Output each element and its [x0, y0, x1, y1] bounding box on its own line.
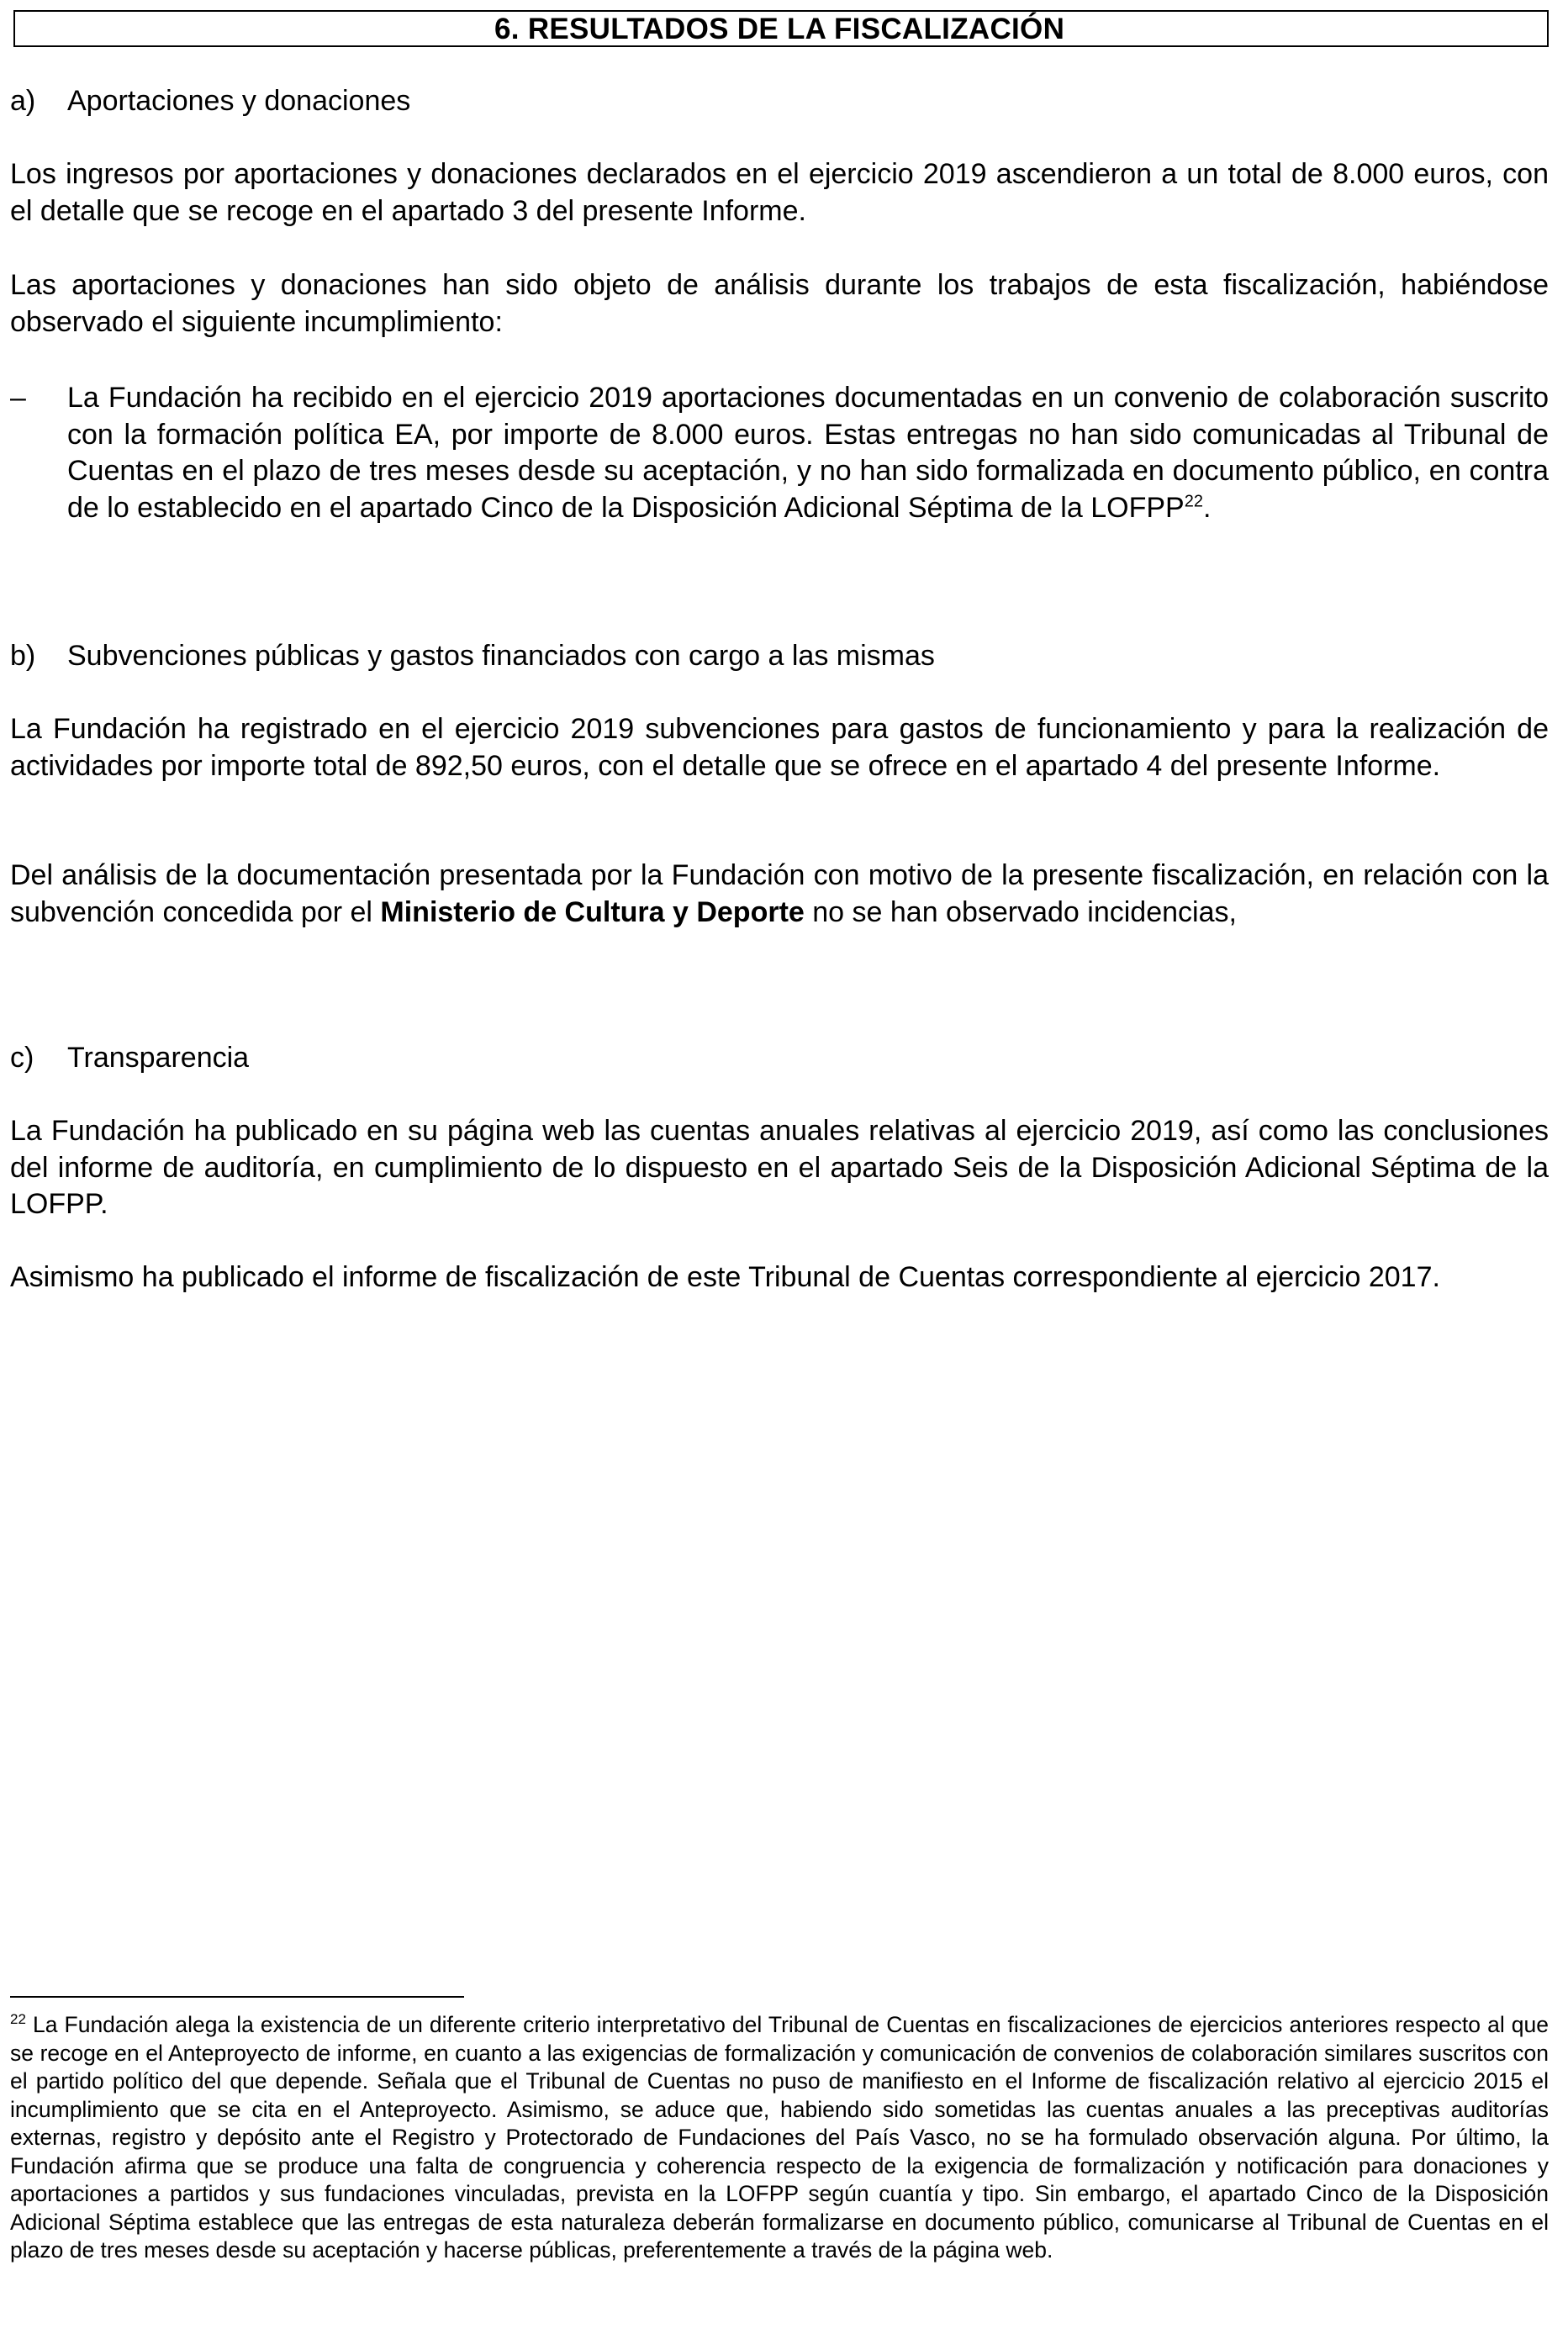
footnote-22 — [10, 2011, 1549, 2265]
section-a-paragraph-1: Los ingresos por aportaciones y donaciones declarados en el ejercicio 2019 ascendieron a un total de 8.000 euros, con el detalle que se recoge en el apartado 3 del presente Informe. — [10, 158, 1549, 227]
section-b-paragraph-2-end: no se han observado incidencias, — [804, 895, 1237, 928]
footnote-text: La Fundación alega la existencia de un diferente criterio interpretativo del Tribunal de Cuentas en fiscalizaciones de ejercicios anteriores respecto al que se recoge en el Anteproyecto de informe, en cuanto a las exigencias de formalización y comunicación de convenios de colaboración similares suscritos con el partido político del que depende. Señala que el Tribunal de Cuentas no puso de manifiesto en el Informe de fiscalización relativo al ejercicio 2015 el incumplimiento que se cita en el Anteproyecto. Asimismo, se aduce que, habiendo sido sometidas las cuentas anuales a las preceptivas auditorías externas, registro y depósito ante el Registro y Protectorado de Fundaciones del País Vasco, no se ha formulado observación alguna. Por último, la Fundación afirma que se produce una falta de congruencia y coherencia respecto de la exigencia de formalización y notificación para donaciones y aportaciones a partidos y sus fundaciones vinculadas, prevista en la LOFPP según cuantía y tipo. Sin embargo, el apartado Cinco de la Disposición Adicional Séptima establece que las entregas de esta naturaleza deberán formalizarse en documento público, comunicarse al Tribunal de Cuentas en el plazo de tres meses desde su aceptación y hacerse públicas, preferentemente a través de la página web. — [10, 2012, 1549, 2263]
section-c-heading — [10, 1039, 249, 1076]
bullet-end: . — [1202, 491, 1212, 524]
footnote-number: 22 — [10, 2011, 26, 2028]
bullet-text — [67, 380, 1549, 526]
section-b-title: Subvenciones públicas y gastos financiados con cargo a las mismas — [67, 640, 935, 672]
footnote-separator — [10, 1996, 464, 1998]
ministry-name: Ministerio de Cultura y Deporte — [380, 895, 805, 928]
section-b-paragraph-2 — [10, 858, 1549, 931]
section-b-heading — [10, 637, 935, 674]
footnote-reference-22[interactable]: 22 — [1184, 492, 1203, 511]
section-a-bullet-item — [10, 380, 1549, 526]
section-c-paragraph-2: Asimismo ha publicado el informe de fiscalización de este Tribunal de Cuentas correspondiente al ejercicio 2017. — [10, 1261, 1440, 1293]
section-a-letter: a) — [10, 85, 36, 117]
section-b-letter: b) — [10, 640, 36, 672]
section-header-box — [13, 10, 1549, 47]
section-a-title: Aportaciones y donaciones — [67, 85, 411, 117]
bullet-body: La Fundación ha recibido en el ejercicio 2019 aportaciones documentadas en un convenio de colaboración suscrito con la formación política EA, por importe de 8.000 euros. Estas entregas no han sido comunicadas al Tribunal de Cuentas en el plazo de tres meses desde su aceptación, y no han sido formalizada en documento público, en contra de lo establecido en el apartado Cinco de la Disposición Adicional Séptima de la LOFPP — [67, 382, 1549, 524]
bullet-dash-icon: – — [10, 382, 26, 414]
section-c-paragraph-1: La Fundación ha publicado en su página web las cuentas anuales relativas al ejercicio 2019, así como las conclusiones del informe de auditoría, en cumplimiento de lo dispuesto en el apartado Seis de la Disposición Adicional Séptima de la LOFPP. — [10, 1115, 1549, 1220]
section-b-paragraph-2-start: Del análisis de la documentación presentada por la Fundación con motivo de la presente fiscalización, en relación con la subvención concedida por el — [10, 859, 1549, 928]
section-header-title: 6. RESULTADOS DE LA FISCALIZACIÓN — [494, 13, 1065, 45]
section-c-title: Transparencia — [67, 1042, 250, 1074]
section-a-heading — [10, 82, 410, 119]
section-c-letter: c) — [10, 1042, 34, 1074]
section-b-paragraph-1: La Fundación ha registrado en el ejercicio 2019 subvenciones para gastos de funcionamiento y para la realización de actividades por importe total de 892,50 euros, con el detalle que se ofrece en el apartado 4 del presente Informe. — [10, 713, 1549, 782]
document-page — [10, 0, 1549, 2334]
section-a-paragraph-2: Las aportaciones y donaciones han sido objeto de análisis durante los trabajos de esta fiscalización, habiéndose observado el siguiente incumplimiento: — [10, 269, 1549, 338]
